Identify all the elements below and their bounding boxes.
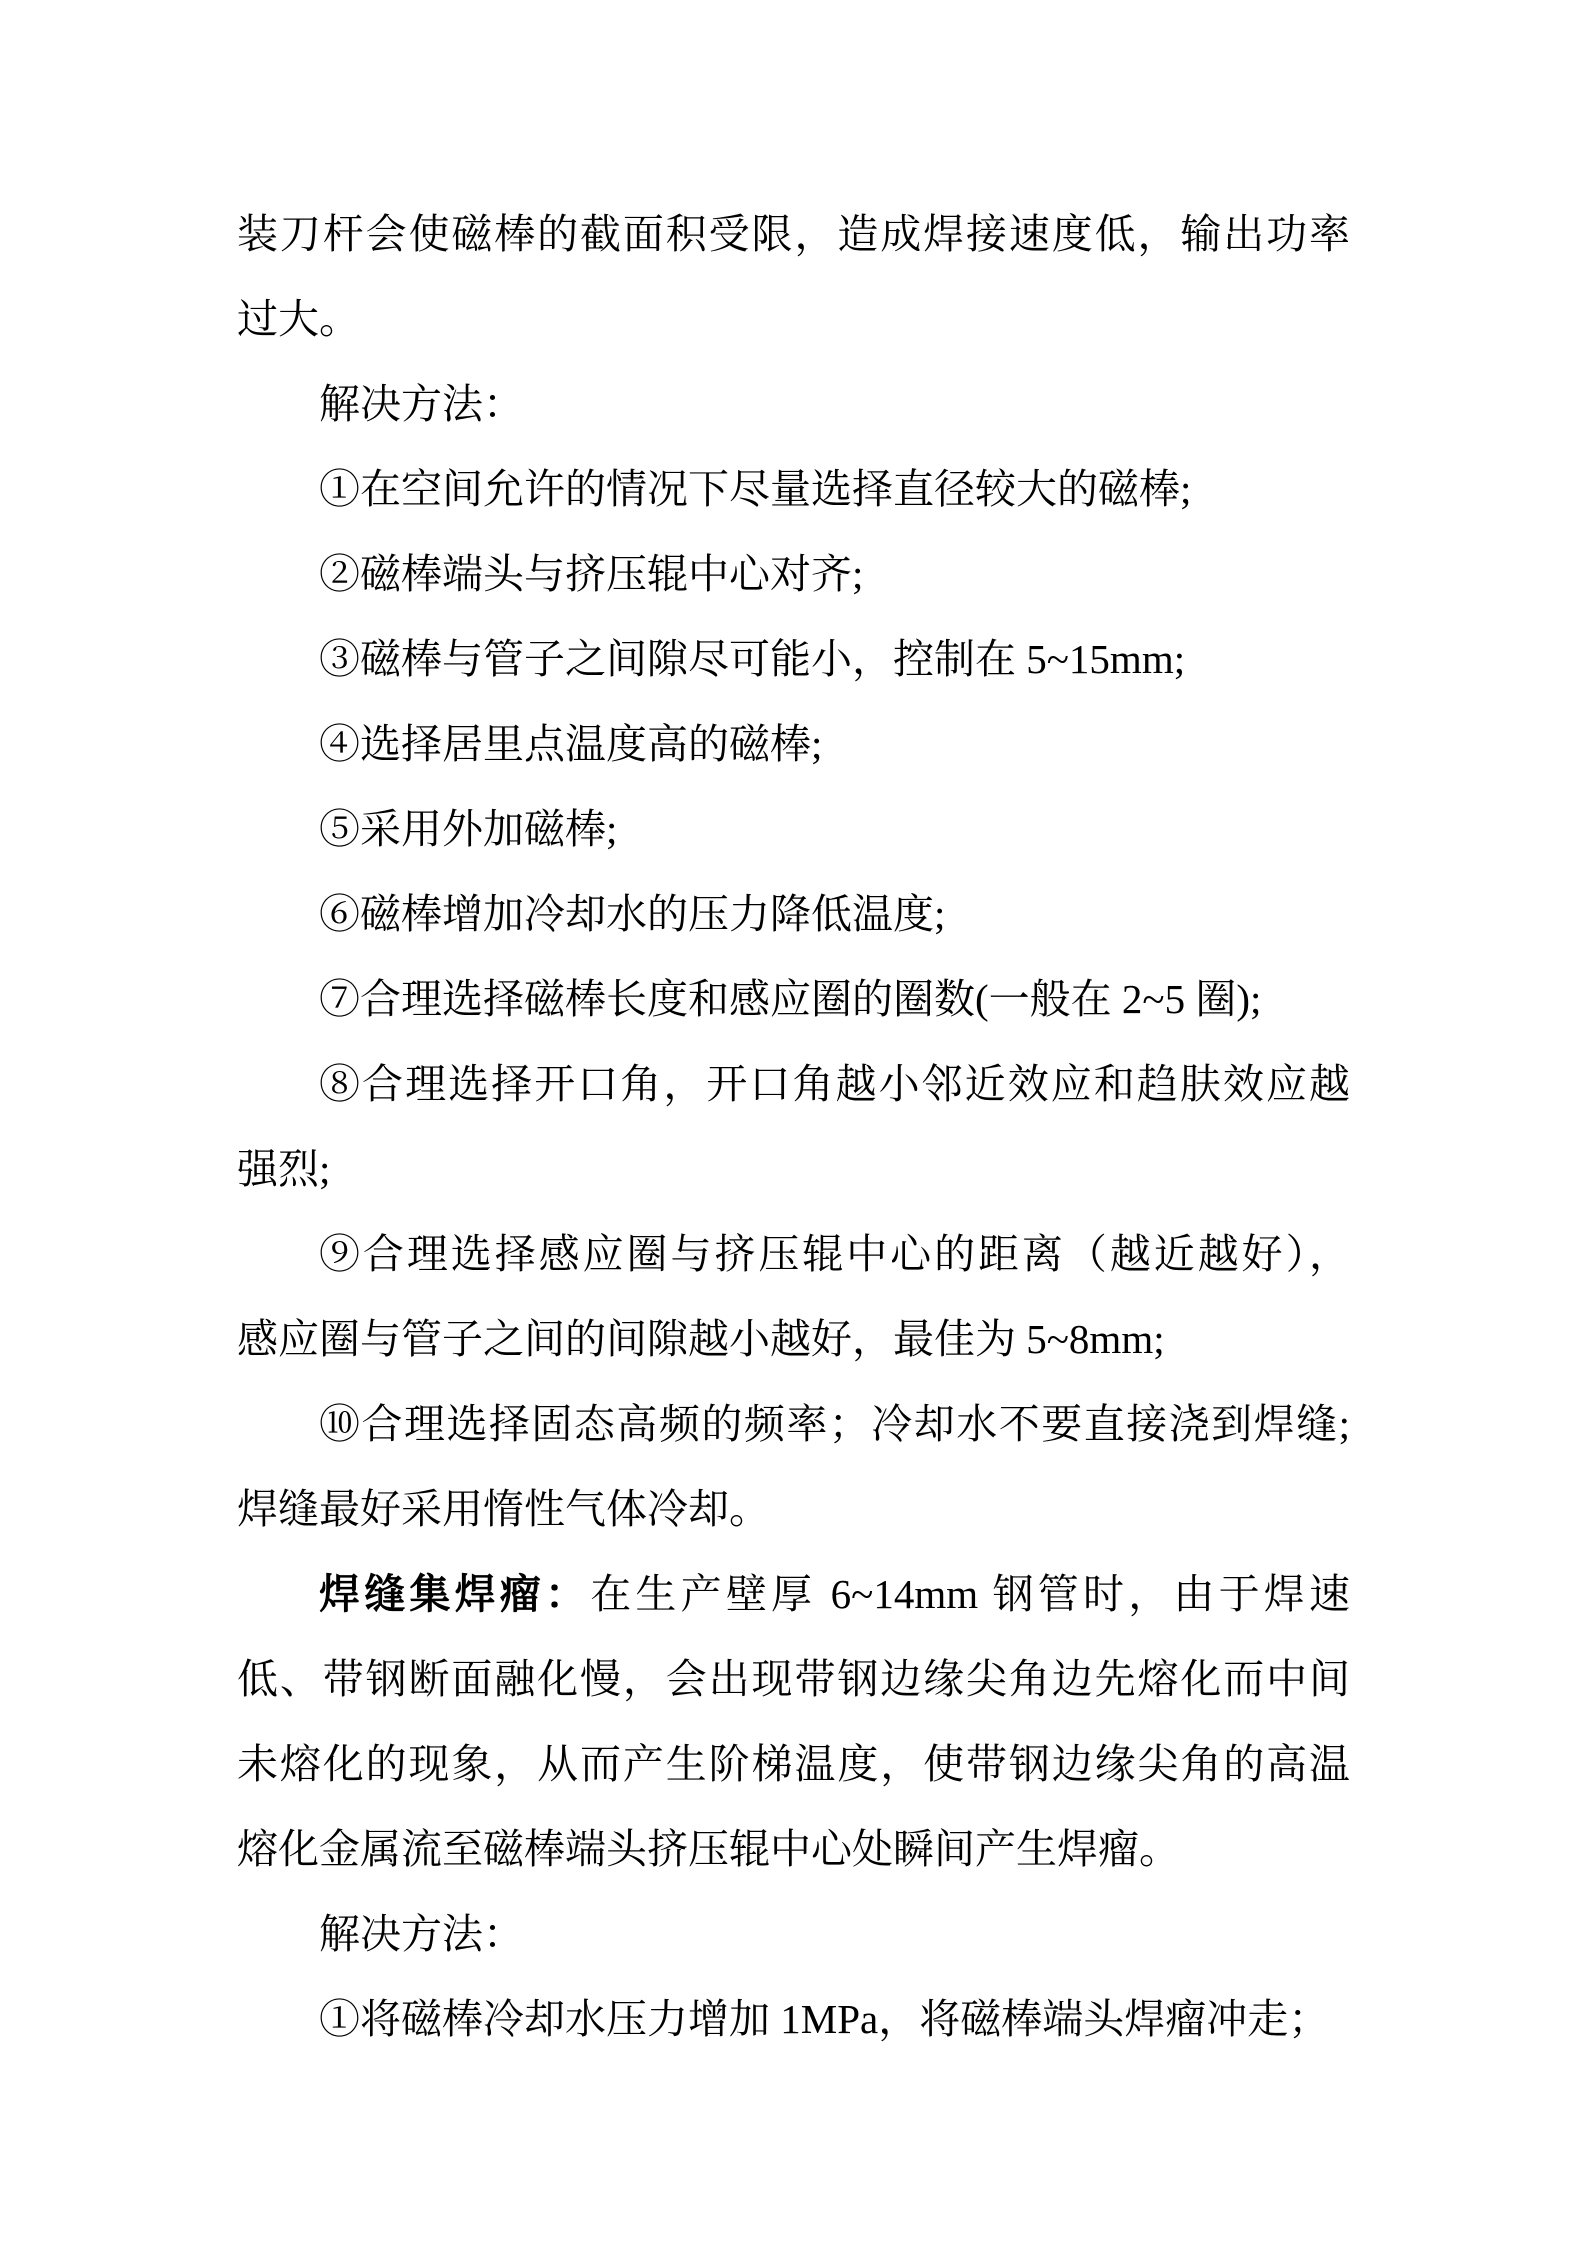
text-line-text: 未熔化的现象，从而产生阶梯温度，使带钢边缘尖角的高温	[237, 1741, 1350, 1787]
text-line-text: 强烈;	[237, 1146, 331, 1192]
text-line	[237, 1977, 1350, 2062]
text-line-text: 过大。	[237, 296, 360, 342]
text-line-text: ⑧合理选择开口角，开口角越小邻近效应和趋肤效应越	[319, 1061, 1350, 1107]
text-line	[237, 1042, 1350, 1127]
text-line-text: ①将磁棒冷却水压力增加 1MPa，将磁棒端头焊瘤冲走；	[319, 1996, 1330, 2042]
text-line-text: ③磁棒与管子之间隙尽可能小，控制在 5~15mm;	[319, 636, 1186, 682]
text-line-text: ⑤采用外加磁棒;	[319, 806, 618, 852]
text-line	[237, 1467, 1350, 1552]
text-line-text: ⑦合理选择磁棒长度和感应圈的圈数(一般在 2~5 圈);	[319, 976, 1262, 1022]
text-line	[237, 872, 1350, 957]
text-line	[237, 1297, 1350, 1382]
text-line	[237, 957, 1350, 1042]
text-line	[237, 362, 1350, 447]
document-text-block	[237, 192, 1350, 2062]
text-line	[237, 447, 1350, 532]
text-line	[237, 702, 1350, 787]
text-line	[237, 1722, 1350, 1807]
text-line	[237, 1212, 1350, 1297]
text-line	[237, 1807, 1350, 1892]
text-line-text: ⑥磁棒增加冷却水的压力降低温度;	[319, 891, 946, 937]
text-line	[237, 1637, 1350, 1722]
text-line	[237, 787, 1350, 872]
text-line	[237, 532, 1350, 617]
text-line	[237, 1892, 1350, 1977]
text-line-text: 解决方法：	[319, 381, 524, 427]
text-line-text: 装刀杆会使磁棒的截面积受限，造成焊接速度低，输出功率	[237, 211, 1350, 257]
text-line-text: ⑩合理选择固态高频的频率；冷却水不要直接浇到焊缝;	[319, 1401, 1350, 1447]
text-line-bold-prefix: 焊缝集焊瘤：	[319, 1571, 591, 1617]
text-line	[237, 1552, 1350, 1637]
text-line-text: 解决方法：	[319, 1911, 524, 1957]
text-line	[237, 192, 1350, 277]
text-line-text: ①在空间允许的情况下尽量选择直径较大的磁棒;	[319, 466, 1192, 512]
text-line-text: 感应圈与管子之间的间隙越小越好，最佳为 5~8mm;	[237, 1316, 1165, 1362]
text-line	[237, 1127, 1350, 1212]
text-line-text: 焊缝最好采用惰性气体冷却。	[237, 1486, 770, 1532]
text-line-text: ⑨合理选择感应圈与挤压辊中心的距离（越近越好），	[319, 1231, 1350, 1277]
text-line-text: 熔化金属流至磁棒端头挤压辊中心处瞬间产生焊瘤。	[237, 1826, 1180, 1872]
text-line-text: ②磁棒端头与挤压辊中心对齐;	[319, 551, 864, 597]
text-line-text: 低、带钢断面融化慢，会出现带钢边缘尖角边先熔化而中间	[237, 1656, 1350, 1702]
text-line-text: ④选择居里点温度高的磁棒;	[319, 721, 823, 767]
text-line	[237, 1382, 1350, 1467]
text-line	[237, 277, 1350, 362]
text-line	[237, 617, 1350, 702]
text-line-text: 在生产壁厚 6~14mm 钢管时，由于焊速	[590, 1571, 1351, 1617]
